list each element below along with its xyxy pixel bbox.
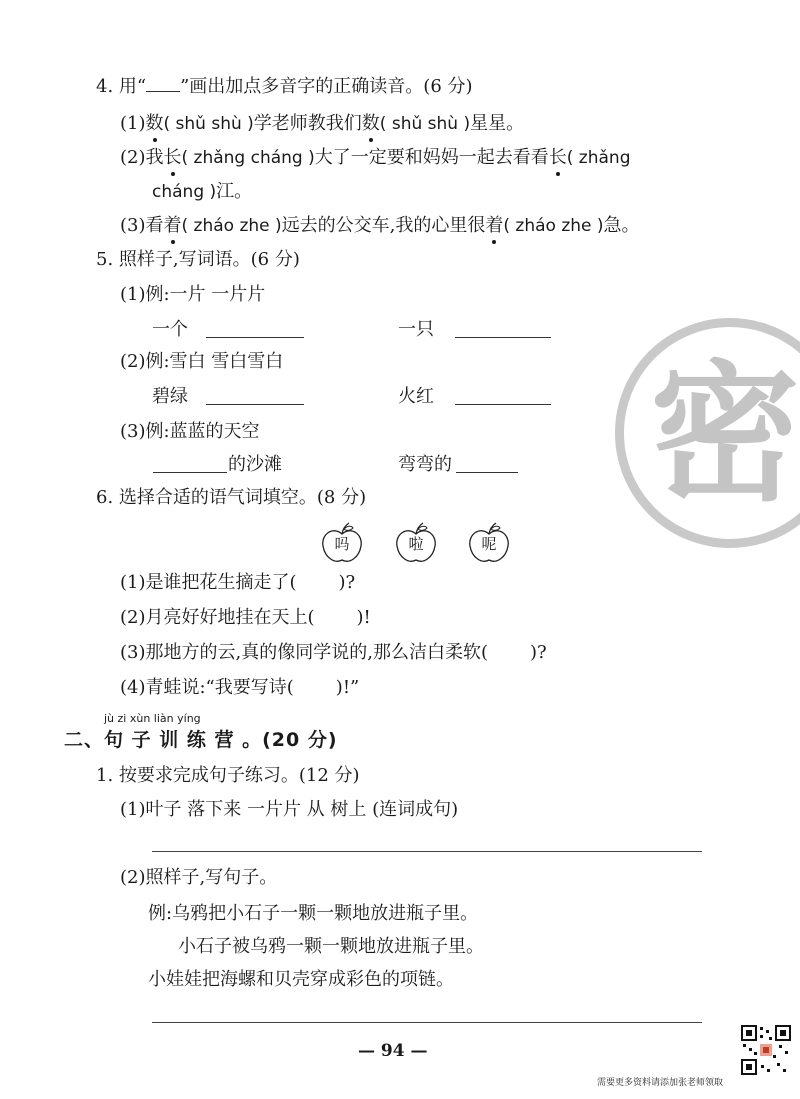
q5-example1: (1)例:一片 一片片 [120, 284, 266, 305]
q6-sentence1: (1)是谁把花生摘走了( )? [120, 572, 356, 593]
answer-line[interactable] [152, 851, 702, 852]
apple-label: 吗 [334, 535, 350, 553]
s2q1-item1: (1)叶子 落下来 一片片 从 树上 (连词成句) [120, 799, 459, 820]
s2q1-example-b: 小石子被乌鸦一颗一颗地放进瓶子里。 [178, 936, 484, 957]
apple-choice-3 [466, 522, 512, 566]
qr-code-icon [741, 1025, 791, 1075]
s2q1-example-a: 例:乌鸦把小石子一颗一颗地放进瓶子里。 [148, 903, 479, 924]
section-title: 二、句 子 训 练 营 。(20 分) [64, 729, 338, 751]
confidential-stamp [615, 318, 800, 548]
q5-example3: (3)例:蓝蓝的天空 [120, 421, 260, 442]
answer-line[interactable] [152, 1022, 702, 1023]
q4-item1: (1)数( shǔ shù )学老师教我们数( shǔ shù )星星。 [120, 113, 525, 134]
answer-blank[interactable] [206, 404, 304, 405]
q5-word1: 一个 [152, 319, 188, 340]
stamp-char: 密 [650, 348, 800, 522]
underline-sample [146, 77, 180, 92]
q6-title: 6. 选择合适的语气词填空。(8 分) [96, 487, 367, 508]
q5-word2: 一只 [398, 319, 434, 340]
q5-word4: 火红 [398, 386, 434, 407]
q5-word6: 弯弯的 [398, 454, 452, 475]
q5-word5: 的沙滩 [228, 454, 282, 475]
q6-sentence2: (2)月亮好好地挂在天上( )! [120, 607, 371, 628]
section-pinyin: jù zi xùn liàn yíng [104, 712, 201, 725]
s2q1-task: 小娃娃把海螺和贝壳穿成彩色的项链。 [148, 969, 454, 990]
answer-blank[interactable] [206, 337, 304, 338]
apple-label: 啦 [408, 535, 424, 553]
page-number: — 94 — [358, 1041, 428, 1061]
q4-item2-cont: cháng )江。 [152, 181, 253, 202]
q4-item3: (3)看着( zháo zhe )远去的公交车,我的心里很着( zháo zhe )急。 [120, 215, 640, 236]
apple-choice-1 [319, 522, 365, 566]
q6-sentence4: (4)青蛙说:“我要写诗( )!” [120, 677, 360, 698]
answer-blank[interactable] [455, 337, 551, 338]
footer-note: 需要更多资料请添加张老师领取 [597, 1078, 724, 1088]
answer-blank[interactable] [456, 472, 518, 473]
apple-choice-2 [393, 522, 439, 566]
q4-item2: (2)我长( zhǎng cháng )大了一定要和妈妈一起去看看长( zhǎng [120, 147, 631, 168]
q5-title: 5. 照样子,写词语。(6 分) [96, 249, 300, 270]
apple-label: 呢 [481, 535, 497, 553]
answer-blank[interactable] [455, 404, 551, 405]
s2q1-item2: (2)照样子,写句子。 [120, 867, 278, 888]
s2q1-title: 1. 按要求完成句子练习。(12 分) [96, 765, 360, 786]
q6-sentence3: (3)那地方的云,真的像同学说的,那么洁白柔软( )? [120, 642, 547, 663]
answer-blank[interactable] [153, 472, 227, 473]
q4-title: 4. 用“ ”画出加点多音字的正确读音。(6 分) [96, 76, 473, 97]
q5-example2: (2)例:雪白 雪白雪白 [120, 351, 284, 372]
q5-word3: 碧绿 [152, 386, 188, 407]
